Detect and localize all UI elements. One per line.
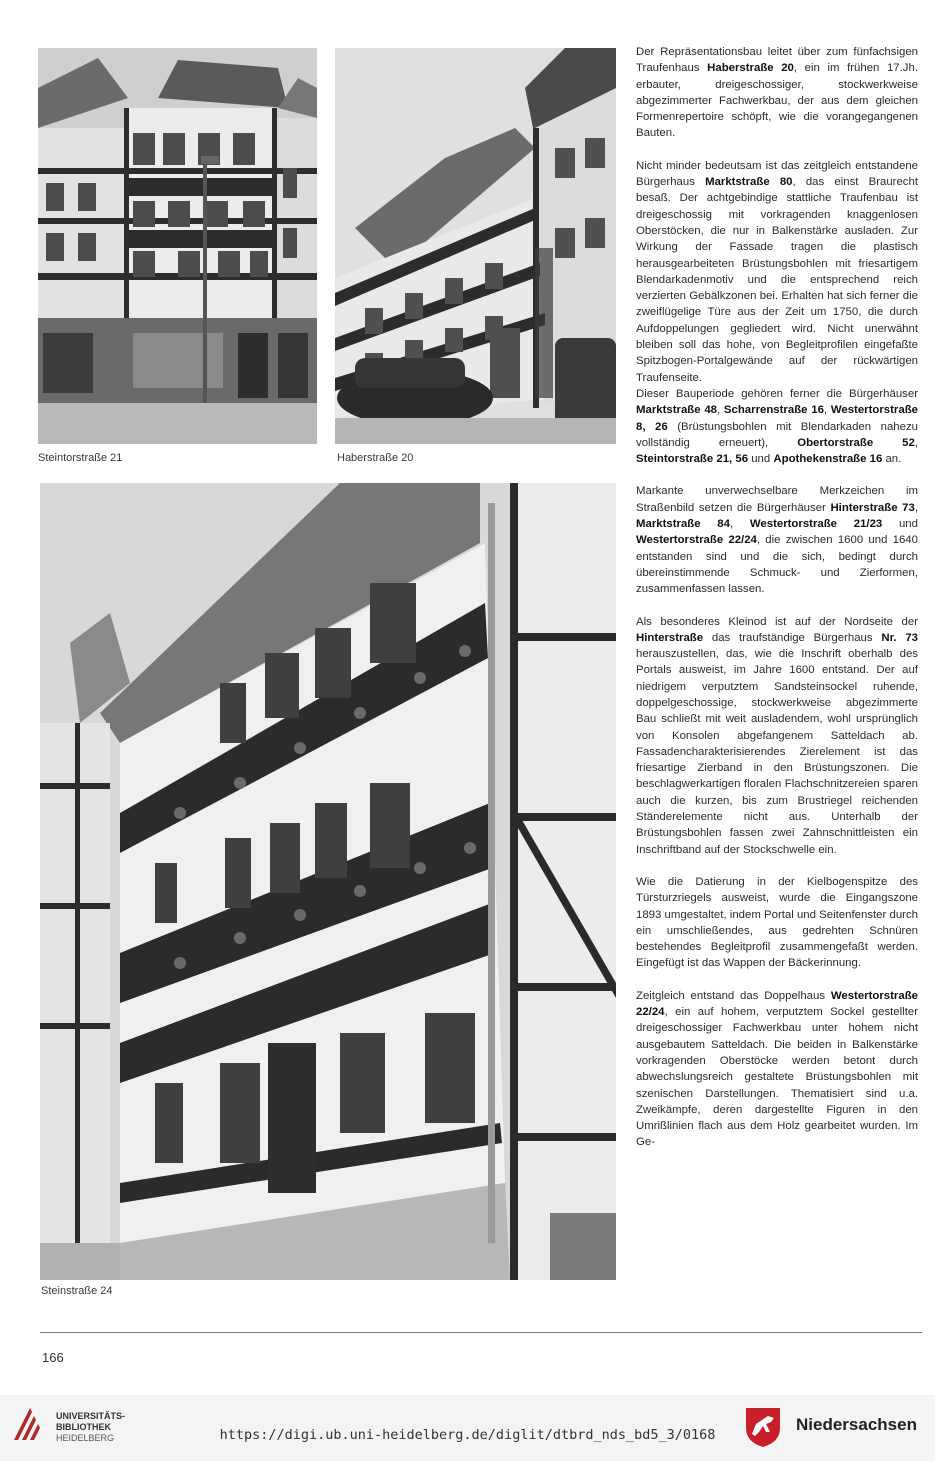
paragraph-6: Wie die Datierung in der Kielbogenspitze des Türsturzriegels ausweist, wurde die Eingangszone 1893 umgestaltet, indem Portal und Seitenfenster durch ein umschließendes, aus gedrehten Schnüren bestehendes Begleitprofil zusammengefaßt werden. Eingefügt ist das Wappen der Bäckerinnung. — [636, 875, 918, 970]
caption-photo-3: Steinstraße 24 — [41, 1285, 113, 1297]
caption-photo-1: Steintorstraße 21 — [38, 452, 123, 464]
library-line-2: BIBLIOTHEK — [56, 1422, 111, 1432]
source-url-link[interactable]: https://digi.ub.uni-heidelberg.de/diglit/dtbrd_nds_bd5_3/0168 — [219, 1427, 716, 1443]
photo-steintorstrasse-21 — [38, 48, 317, 444]
paragraph-7: Zeitgleich entstand das Doppelhaus Westertorstraße 22/24, ein auf hohem, verputztem Sockel gestellter dreigeschossiger Fachwerkbau unter hohem nicht ausgebautem Satteldach. Die beiden in Balkenstärke vorkragenden Oberstöcke werden betont durch abwechslungsreich gestaltete Brüstungsbohlen mit szenischen Darstellungen. Thematisiert sind u.a. Zweikämpfe, deren dargestellte Figuren in den Umrißlinien flach aus dem Holz gearbeitet wurden. Im Ge- — [636, 989, 918, 1149]
caption-photo-2: Haberstraße 20 — [337, 452, 414, 464]
paragraph-1: Der Repräsentationsbau leitet über zum fünfachsigen Traufenhaus Haberstraße 20, ein im frühen 17.Jh. erbauter, dreigeschossiger, stockwerkweise abgezimmerter Fachwerkbau, der aus dem gleichen Formenrepertoire schöpft, wie die vorangegangenen Bauten. — [636, 46, 919, 140]
state-name: Niedersachsen — [796, 1415, 917, 1434]
photo-haberstrasse-20 — [335, 48, 616, 444]
paragraph-4: Markante unverwechselbare Merkzeichen im Straßenbild setzen die Bürgerhäuser Hinterstraße 73, Marktstraße 84, Westertorstraße 21/23 und Westertorstraße 22/24, die zwischen 1600 und 1640 entstanden sind und die sich, bedingt durch übereinstimmende Schmuck- und Zierformen, zusammenfassen lassen. — [636, 485, 918, 596]
library-line-3: HEIDELBERG — [56, 1433, 115, 1443]
paragraph-5: Als besonderes Kleinod ist auf der Nordseite der Hinterstraße das traufständige Bürgerhaus Nr. 73 herauszustellen, das, wie die Inschrift oberhalb des Portals ausweist, im Jahre 1600 entstand. Der auf niedrigem verputztem Sandsteinsockel ruhende, doppelgeschossige, stockwerkweise abgezimmerte Bau schließt mit weit ausladendem, wohl ursprünglich von Konsolen abgefangenem Satteldach ab. Fassadencharakterisierendes Zierelement ist das friesartige Zierband in den Brüstungszonen. Die beschlagwerkartigen floralen Flachschnitzereien sparen auch die kurzen, bis zum Brustriegel reichenden Ständerelemente nicht aus. Unterhalb der Brüstungsbohlen fassen zwei Zahnschnittleisten ein Inschriftband auf der Stockschwelle ein. — [636, 615, 918, 856]
photo-steinstrasse-24 — [40, 483, 616, 1280]
paragraph-2: Nicht minder bedeutsam ist das zeitgleich entstandene Bürgerhaus Marktstraße 80, das einst Braurecht besaß. Der achtgebindige stattliche Traufenbau ist dreigeschossig mit vorkragenden knaggenlosen Oberstöcken, die nur in Balkenstärke ausladen. Zur Wirkung der Fassade tragen die plastisch herausgearbeiteten Brüstungsbohlen mit friesartigem Blendarkadenmotiv und die entsprechend reich verzierten Gebälkzonen bei. Erhalten hat sich ferner die zweiflügelige Türe aus der Zeit um 1750, die durch Aufdoppelungen gegliedert wird. Nicht unerwähnt bleiben soll das hohe, von Begleitprofilen eingefaßte Spitzbogen-Portalgewände auf der rückwärtigen Traufenseite. — [636, 159, 918, 384]
library-line-1: UNIVERSITÄTS- — [56, 1411, 126, 1421]
page-number: 166 — [42, 1350, 64, 1365]
footer-rule — [40, 1332, 922, 1333]
paragraph-3: Dieser Bauperiode gehören ferner die Bürgerhäuser Marktstraße 48, Scharrenstraße 16, Westertorstraße 8, 26 (Brüstungsbohlen mit Blendarkaden nahezu vollständig erneuert), Obertorstraße 52, Steintorstraße 21, 56 und Apothekenstraße 16 an. — [636, 387, 918, 466]
niedersachsen-crest-icon — [744, 1406, 782, 1448]
body-text-column — [636, 44, 918, 1167]
